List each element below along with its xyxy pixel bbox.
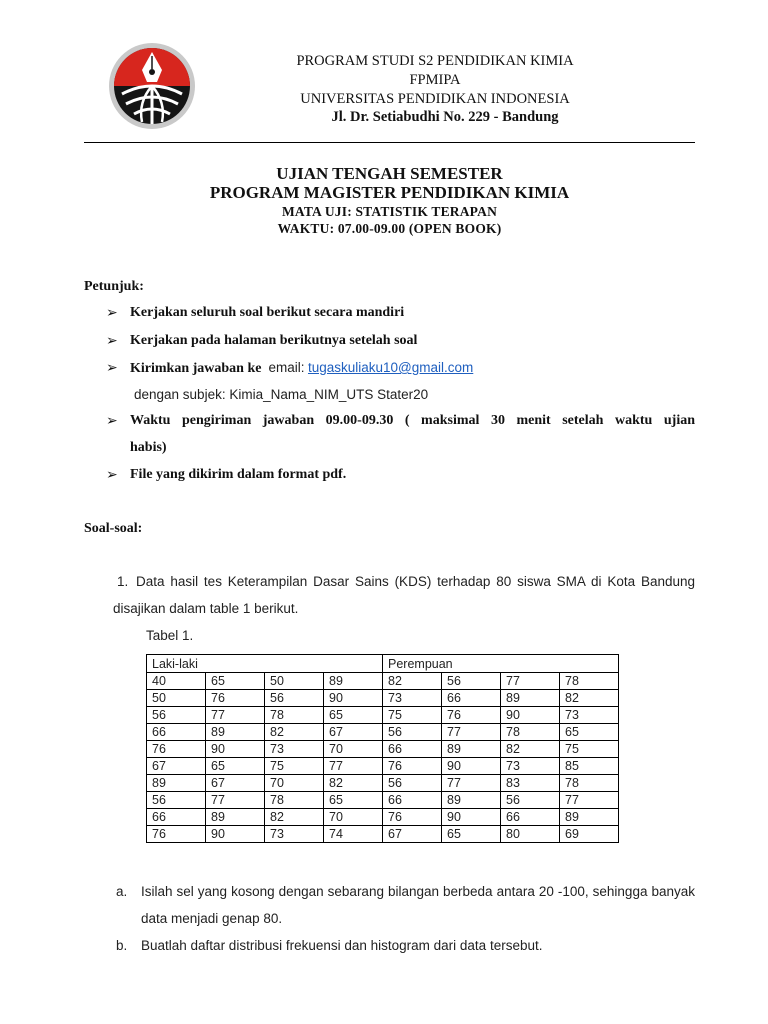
upi-logo-icon	[108, 42, 196, 130]
table-cell: 85	[560, 758, 619, 775]
table-cell: 89	[206, 724, 265, 741]
table-row	[147, 690, 619, 707]
table-cell: 65	[560, 724, 619, 741]
table-cell: 70	[324, 809, 383, 826]
table-header-female: Perempuan	[383, 655, 619, 673]
table-cell: 77	[206, 707, 265, 724]
sub-question-b-label: b.	[116, 938, 128, 953]
table-cell: 50	[147, 690, 206, 707]
exam-time: WAKTU: 07.00-09.00 (OPEN BOOK)	[277, 221, 502, 236]
instruction-item-5: File yang dikirim dalam format pdf.	[130, 467, 347, 482]
table-cell: 89	[206, 809, 265, 826]
table-row	[147, 724, 619, 741]
bullet-icon: ➢	[106, 361, 118, 376]
table-cell: 65	[442, 826, 501, 843]
table-cell: 82	[265, 809, 324, 826]
table-cell: 66	[147, 724, 206, 741]
table-cell: 56	[265, 690, 324, 707]
exam-title: UJIAN TENGAH SEMESTER	[276, 164, 503, 183]
instruction-item-2: Kerjakan pada halaman berikutnya setelah soal	[130, 333, 418, 348]
table-cell: 74	[324, 826, 383, 843]
table-cell: 67	[206, 775, 265, 792]
question-1-text-cont: disajikan dalam table 1 berikut.	[113, 601, 299, 616]
table-cell: 56	[501, 792, 560, 809]
table-cell: 90	[206, 826, 265, 843]
table-cell: 80	[501, 826, 560, 843]
table-header-row	[147, 655, 619, 673]
table-cell: 82	[324, 775, 383, 792]
data-table	[146, 654, 619, 843]
bullet-icon: ➢	[106, 306, 118, 321]
table-cell: 67	[147, 758, 206, 775]
table-cell: 73	[501, 758, 560, 775]
table-cell: 65	[324, 792, 383, 809]
table-cell: 75	[383, 707, 442, 724]
table-cell: 66	[383, 741, 442, 758]
table-cell: 82	[265, 724, 324, 741]
sub-question-a-text: Isilah sel yang kosong dengan sebarang bilangan berbeda antara 20 -100, sehingga banyak	[141, 884, 695, 899]
bullet-icon: ➢	[106, 414, 118, 429]
table-cell: 40	[147, 673, 206, 690]
table-cell: 56	[442, 673, 501, 690]
table-cell: 83	[501, 775, 560, 792]
table-cell: 89	[442, 741, 501, 758]
questions-heading: Soal-soal:	[84, 521, 143, 536]
table-row	[147, 758, 619, 775]
table-cell: 65	[324, 707, 383, 724]
bullet-icon: ➢	[106, 334, 118, 349]
table-cell: 77	[560, 792, 619, 809]
table-cell: 89	[501, 690, 560, 707]
table-cell: 76	[383, 809, 442, 826]
header-university: UNIVERSITAS PENDIDIKAN INDONESIA	[300, 91, 570, 107]
instruction-item-3-label: Kirimkan jawaban ke	[130, 361, 262, 376]
table-cell: 50	[265, 673, 324, 690]
table-cell: 82	[383, 673, 442, 690]
table-cell: 78	[265, 707, 324, 724]
table-cell: 77	[442, 724, 501, 741]
table-cell: 90	[501, 707, 560, 724]
email-link[interactable]: tugaskuliaku10@gmail.com	[307, 360, 474, 375]
table-row	[147, 826, 619, 843]
instructions-heading: Petunjuk:	[84, 279, 144, 294]
table-row	[147, 673, 619, 690]
exam-program: PROGRAM MAGISTER PENDIDIKAN KIMIA	[209, 183, 570, 202]
table-row	[147, 809, 619, 826]
table-cell: 56	[383, 724, 442, 741]
email-subject-line: dengan subjek: Kimia_Nama_NIM_UTS Stater20	[134, 387, 429, 402]
header-program: PROGRAM STUDI S2 PENDIDIKAN KIMIA	[296, 53, 574, 69]
table-row	[147, 792, 619, 809]
table-row	[147, 741, 619, 758]
header-faculty: FPMIPA	[409, 72, 461, 88]
table-cell: 56	[147, 707, 206, 724]
table-cell: 70	[324, 741, 383, 758]
table-cell: 82	[501, 741, 560, 758]
table-cell: 56	[383, 775, 442, 792]
question-1-text: Data hasil tes Keterampilan Dasar Sains (KDS) terhadap 80 siswa SMA di Kota Bandung	[136, 574, 695, 589]
table-cell: 78	[560, 673, 619, 690]
table-cell: 73	[383, 690, 442, 707]
table-cell: 89	[442, 792, 501, 809]
instruction-item-4: Waktu pengiriman jawaban 09.00-09.30 ( maksimal 30 menit setelah waktu ujian	[130, 413, 695, 428]
table-cell: 90	[324, 690, 383, 707]
table-cell: 77	[324, 758, 383, 775]
table-cell: 77	[501, 673, 560, 690]
table-cell: 65	[206, 673, 265, 690]
table-cell: 75	[265, 758, 324, 775]
table-cell: 66	[383, 792, 442, 809]
table-cell: 67	[324, 724, 383, 741]
table-cell: 67	[383, 826, 442, 843]
table-cell: 90	[442, 758, 501, 775]
table-cell: 66	[442, 690, 501, 707]
table-cell: 90	[442, 809, 501, 826]
table-cell: 56	[147, 792, 206, 809]
table-cell: 77	[442, 775, 501, 792]
table-cell: 82	[560, 690, 619, 707]
table-cell: 65	[206, 758, 265, 775]
table-cell: 73	[265, 741, 324, 758]
table-cell: 90	[206, 741, 265, 758]
sub-question-a-label: a.	[116, 884, 128, 899]
table-cell: 89	[147, 775, 206, 792]
bullet-icon: ➢	[106, 468, 118, 483]
sub-question-a-text-cont: data menjadi genap 80.	[141, 911, 283, 926]
instruction-item-3	[130, 360, 473, 377]
table-cell: 69	[560, 826, 619, 843]
table-cell: 77	[206, 792, 265, 809]
table-cell: 76	[383, 758, 442, 775]
table-cell: 66	[501, 809, 560, 826]
table-row	[147, 775, 619, 792]
instruction-item-1: Kerjakan seluruh soal berikut secara mandiri	[130, 305, 405, 320]
table-cell: 89	[324, 673, 383, 690]
table-cell: 75	[560, 741, 619, 758]
header-divider	[84, 142, 695, 143]
table-cell: 76	[147, 741, 206, 758]
table-cell: 76	[206, 690, 265, 707]
table-cell: 89	[560, 809, 619, 826]
table-cell: 78	[560, 775, 619, 792]
table-header-male: Laki-laki	[147, 655, 383, 673]
email-label: email:	[268, 360, 305, 375]
sub-question-b-text: Buatlah daftar distribusi frekuensi dan histogram dari data tersebut.	[141, 938, 543, 953]
question-1-number: 1.	[117, 574, 129, 589]
table-cell: 73	[265, 826, 324, 843]
table-cell: 76	[442, 707, 501, 724]
exam-subject: MATA UJI: STATISTIK TERAPAN	[281, 204, 498, 219]
table-cell: 66	[147, 809, 206, 826]
table-row	[147, 707, 619, 724]
instruction-item-4-cont: habis)	[130, 440, 167, 455]
table-cell: 73	[560, 707, 619, 724]
table-caption: Tabel 1.	[146, 628, 194, 643]
table-cell: 76	[147, 826, 206, 843]
table-cell: 78	[265, 792, 324, 809]
table-cell: 70	[265, 775, 324, 792]
header-address: Jl. Dr. Setiabudhi No. 229 - Bandung	[331, 109, 559, 125]
table-cell: 78	[501, 724, 560, 741]
